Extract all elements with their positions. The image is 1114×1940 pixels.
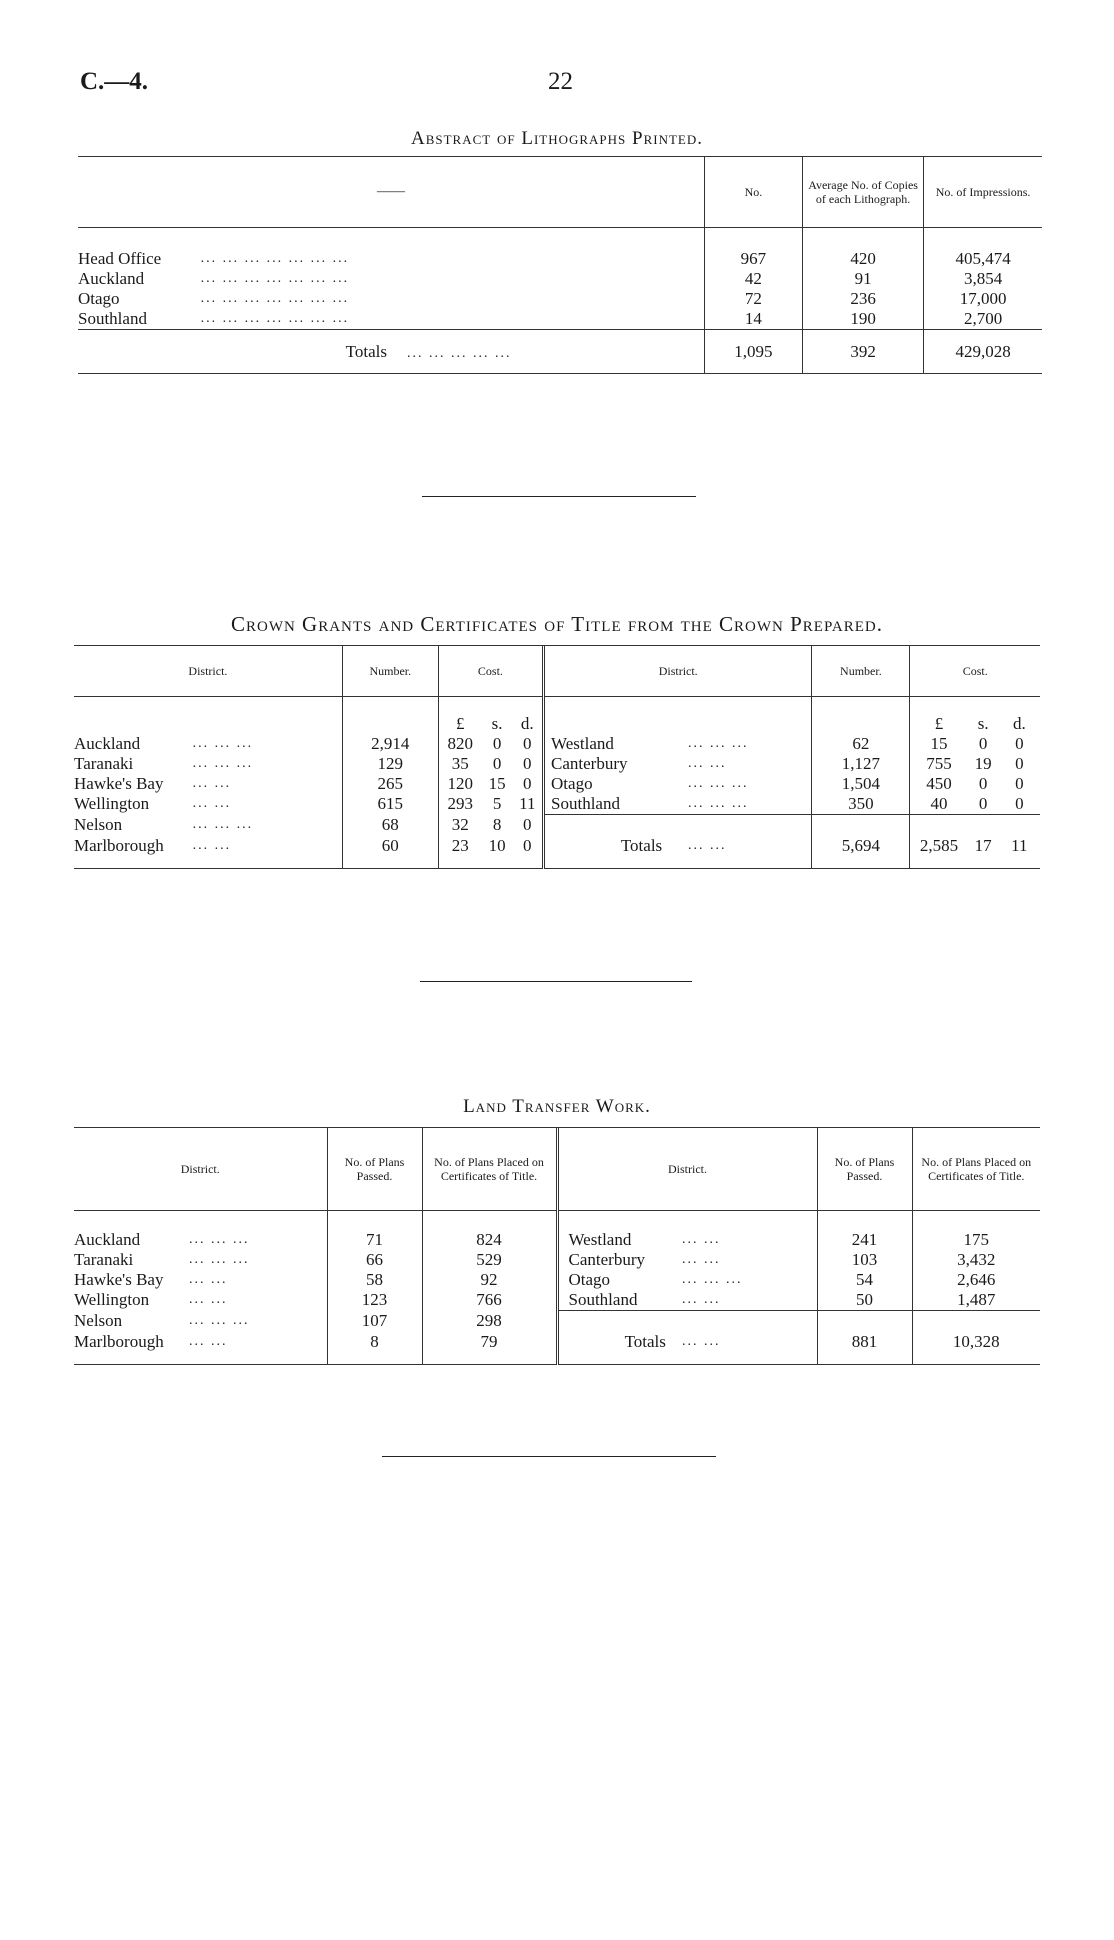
- table-row: [78, 309, 1042, 330]
- lithograph-impressions: 405,474: [955, 249, 1011, 268]
- lithographs-header-blank: ——: [78, 157, 704, 227]
- plans-passed: 71: [327, 1230, 422, 1250]
- plans-passed: 107: [327, 1311, 422, 1331]
- leader-dots: ... ... ...: [688, 734, 812, 754]
- pence-symbol: d.: [513, 696, 544, 734]
- total-pounds: 2,585: [919, 835, 959, 855]
- lithographs-title: Abstract of Lithographs Printed.: [410, 128, 704, 149]
- grant-number: 60: [342, 835, 438, 857]
- cost-pence: 0: [513, 734, 544, 754]
- leader-dots: ... ...: [682, 1331, 817, 1353]
- crown-header-number-right: Number.: [812, 646, 910, 696]
- leader-dots: ... ... ...: [189, 1230, 327, 1250]
- crown-header-cost-right: Cost.: [962, 663, 988, 678]
- pound-symbol: £: [455, 714, 465, 733]
- plans-placed: 79: [422, 1331, 557, 1353]
- total-number: 5,694: [812, 835, 910, 857]
- cost-shillings: 19: [974, 754, 992, 773]
- leader-dots: ... ... ...: [688, 774, 812, 794]
- land-header-district-left: District.: [74, 1128, 327, 1210]
- cost-pence: 0: [1015, 794, 1024, 813]
- district-name: Hawke's Bay: [74, 774, 164, 793]
- leader-dots: ... ... ... ... ... ... ...: [201, 269, 705, 289]
- lithograph-no: 72: [704, 289, 802, 309]
- leader-dots: ... ... ...: [189, 1250, 327, 1270]
- crown-header-cost-left: Cost.: [438, 646, 543, 696]
- lithographs-table: [78, 157, 1042, 374]
- cost-shillings: 8: [492, 814, 502, 834]
- total-passed: 881: [817, 1331, 912, 1353]
- grant-number: 129: [342, 754, 438, 774]
- cost-pence: 11: [513, 794, 544, 815]
- grant-number: 2,914: [342, 734, 438, 754]
- lithograph-impressions: 3,854: [963, 269, 1003, 288]
- district-name: Southland: [568, 1290, 638, 1309]
- cost-shillings: 0: [978, 774, 988, 793]
- office-name: Auckland: [78, 269, 145, 288]
- cost-pounds: 40: [930, 794, 948, 813]
- grant-number: 615: [342, 794, 438, 815]
- plans-placed: 529: [422, 1250, 557, 1270]
- land-transfer-title: Land Transfer Work.: [463, 1096, 651, 1117]
- lithographs-header-avg: Average No. of Copies of each Lithograph.: [802, 157, 923, 227]
- leader-dots: ... ...: [682, 1230, 817, 1250]
- crown-header-district-right: District.: [544, 646, 812, 696]
- leader-dots: ... ... ...: [688, 794, 812, 815]
- shilling-symbol: s.: [977, 714, 989, 733]
- district-name: Taranaki: [74, 754, 134, 773]
- lithograph-no: 14: [704, 309, 802, 330]
- district-name: Nelson: [74, 1310, 123, 1330]
- grant-number: 62: [812, 734, 910, 754]
- crown-grants-title: Crown Grants and Certificates of Title from the Crown Prepared.: [230, 612, 884, 636]
- lithographs-header-impressions: No. of Impressions.: [935, 184, 1031, 199]
- cost-shillings: 15: [488, 774, 506, 793]
- cost-shillings: 10: [488, 835, 506, 855]
- leader-dots: ... ...: [189, 1290, 327, 1311]
- section-divider: [422, 496, 696, 497]
- plans-placed: 3,432: [957, 1250, 996, 1269]
- cost-pounds: 755: [926, 754, 952, 773]
- lithograph-avg: 190: [802, 309, 923, 330]
- office-name: Head Office: [78, 249, 162, 268]
- total-shillings: 17: [974, 835, 992, 855]
- grant-number: 1,504: [812, 774, 910, 794]
- plans-placed: 92: [422, 1270, 557, 1290]
- table-row: [74, 794, 1040, 815]
- district-name: Hawke's Bay: [74, 1270, 164, 1289]
- cost-pence: 0: [513, 754, 544, 774]
- table-row: [74, 1270, 1040, 1290]
- leader-dots: ... ...: [193, 774, 343, 794]
- plans-passed: 241: [817, 1230, 912, 1250]
- district-name: Canterbury: [551, 754, 628, 773]
- land-header-placed-left: No. of Plans Placed on Certificates of Title.: [422, 1128, 557, 1210]
- table-row: [74, 1230, 1040, 1250]
- district-name: Wellington: [74, 1290, 150, 1310]
- cost-pounds: 820: [447, 734, 473, 753]
- leader-dots: ... ... ...: [193, 754, 343, 774]
- table-row: [74, 774, 1040, 794]
- leader-dots: ... ...: [682, 1250, 817, 1270]
- district-name: Westland: [551, 734, 614, 753]
- plans-placed: 175: [963, 1230, 989, 1249]
- district-name: Canterbury: [568, 1250, 645, 1269]
- totals-label: Totals: [345, 341, 387, 361]
- land-header-passed-left: No. of Plans Passed.: [327, 1128, 422, 1210]
- leader-dots: ... ...: [682, 1290, 817, 1311]
- plans-passed: 50: [817, 1290, 912, 1311]
- district-name: Otago: [551, 774, 593, 793]
- total-no: 1,095: [704, 330, 802, 374]
- leader-dots: ... ... ...: [193, 734, 343, 754]
- plans-passed: 8: [327, 1331, 422, 1353]
- leader-dots: ... ... ... ... ... ... ...: [201, 309, 705, 330]
- office-name: Southland: [78, 309, 147, 328]
- table-row: [74, 734, 1040, 754]
- office-name: Otago: [78, 289, 120, 308]
- leader-dots: ... ... ...: [193, 815, 343, 835]
- totals-row: [78, 330, 1042, 374]
- plans-placed: 1,487: [957, 1290, 996, 1309]
- land-transfer-table: [74, 1128, 1040, 1365]
- district-name: Auckland: [74, 734, 141, 753]
- district-name: Taranaki: [74, 1250, 134, 1269]
- leader-dots: ... ...: [193, 794, 343, 815]
- crown-grants-table: [74, 646, 1040, 869]
- grant-number: 1,127: [812, 754, 910, 774]
- cost-pence: 0: [1015, 754, 1024, 773]
- leader-dots: ... ...: [193, 835, 343, 857]
- plans-placed: 2,646: [957, 1270, 996, 1289]
- leader-dots: ... ... ...: [189, 1311, 327, 1331]
- table-row: [74, 1311, 1040, 1331]
- table-row: [74, 1331, 1040, 1353]
- table-row: [74, 815, 1040, 835]
- lithographs-header-no: No.: [704, 157, 802, 227]
- lithograph-avg: 236: [802, 289, 923, 309]
- totals-cell: [201, 330, 705, 374]
- cost-shillings: 0: [492, 754, 502, 773]
- cost-pounds: 120: [447, 774, 473, 793]
- table-row: [78, 249, 1042, 269]
- total-avg: 392: [802, 330, 923, 374]
- totals-label: Totals: [624, 1331, 666, 1351]
- cost-pounds: 35: [451, 754, 469, 773]
- plans-placed: 298: [422, 1311, 557, 1331]
- table-row: [74, 754, 1040, 774]
- leader-dots: ... ... ...: [682, 1270, 817, 1290]
- total-placed: 10,328: [952, 1331, 1000, 1351]
- district-name: Otago: [568, 1270, 611, 1289]
- plans-passed: 58: [327, 1270, 422, 1290]
- table-row: [74, 1290, 1040, 1311]
- cost-shillings: 0: [978, 794, 988, 813]
- grant-number: 68: [342, 815, 438, 835]
- totals-label: Totals: [620, 835, 663, 855]
- plans-placed: 766: [422, 1290, 557, 1311]
- cost-pounds: 450: [926, 774, 952, 793]
- land-header-passed-right: No. of Plans Passed.: [817, 1128, 912, 1210]
- leader-dots: ... ... ... ... ...: [406, 345, 512, 361]
- total-impressions: 429,028: [955, 341, 1011, 361]
- cost-pence: 0: [1015, 774, 1024, 793]
- district-name: Nelson: [74, 814, 123, 834]
- cost-shillings: 0: [978, 734, 988, 753]
- section-divider: [420, 981, 692, 982]
- cost-pounds: 293: [447, 794, 473, 814]
- plans-passed: 103: [817, 1250, 912, 1270]
- leader-dots: ... ...: [688, 754, 812, 774]
- leader-dots: ... ...: [688, 835, 812, 857]
- cost-shillings: 5: [492, 794, 502, 814]
- table-row: [78, 289, 1042, 309]
- cost-shillings: 0: [492, 734, 502, 753]
- district-name: Southland: [551, 794, 620, 813]
- pound-symbol: £: [934, 714, 944, 733]
- land-header-district-right: District.: [557, 1128, 817, 1210]
- leader-dots: ... ...: [189, 1331, 327, 1353]
- crown-header-district-left: District.: [74, 646, 342, 696]
- pence-symbol: d.: [1012, 714, 1026, 733]
- plans-passed: 54: [817, 1270, 912, 1290]
- district-name: Marlborough: [74, 835, 164, 855]
- lithograph-impressions: 2,700: [963, 309, 1003, 328]
- lithograph-avg: 91: [802, 269, 923, 289]
- lithograph-impressions: 17,000: [959, 289, 1007, 308]
- document-code: C.—4.: [80, 68, 149, 95]
- cost-pounds: 15: [930, 734, 948, 753]
- grant-number: 265: [342, 774, 438, 794]
- lithograph-no: 42: [704, 269, 802, 289]
- lithograph-avg: 420: [802, 249, 923, 269]
- shilling-symbol: s.: [491, 714, 503, 733]
- plans-passed: 66: [327, 1250, 422, 1270]
- cost-pounds: 32: [451, 814, 469, 834]
- page-number: 22: [548, 68, 573, 95]
- table-row: [74, 835, 1040, 857]
- lithograph-no: 967: [704, 249, 802, 269]
- district-name: Marlborough: [74, 1331, 164, 1351]
- plans-passed: 123: [327, 1290, 422, 1311]
- cost-pence: 0: [513, 774, 544, 794]
- crown-header-number-left: Number.: [342, 646, 438, 696]
- plans-placed: 824: [422, 1230, 557, 1250]
- table-row: [78, 269, 1042, 289]
- land-header-placed-right: No. of Plans Placed on Certificates of Title.: [921, 1154, 1032, 1183]
- section-divider: [382, 1456, 716, 1457]
- leader-dots: ... ...: [189, 1270, 327, 1290]
- grant-number: 350: [812, 794, 910, 815]
- leader-dots: ... ... ... ... ... ... ...: [201, 289, 705, 309]
- leader-dots: ... ... ... ... ... ... ...: [201, 249, 705, 269]
- cost-pence: 0: [513, 835, 544, 857]
- table-row: [74, 1250, 1040, 1270]
- cost-pounds: 23: [451, 835, 469, 855]
- total-pence: 11: [1011, 835, 1028, 855]
- cost-pence: 0: [513, 815, 544, 835]
- cost-pence: 0: [1015, 734, 1024, 753]
- district-name: Westland: [568, 1230, 632, 1249]
- district-name: Wellington: [74, 794, 150, 814]
- district-name: Auckland: [74, 1230, 141, 1249]
